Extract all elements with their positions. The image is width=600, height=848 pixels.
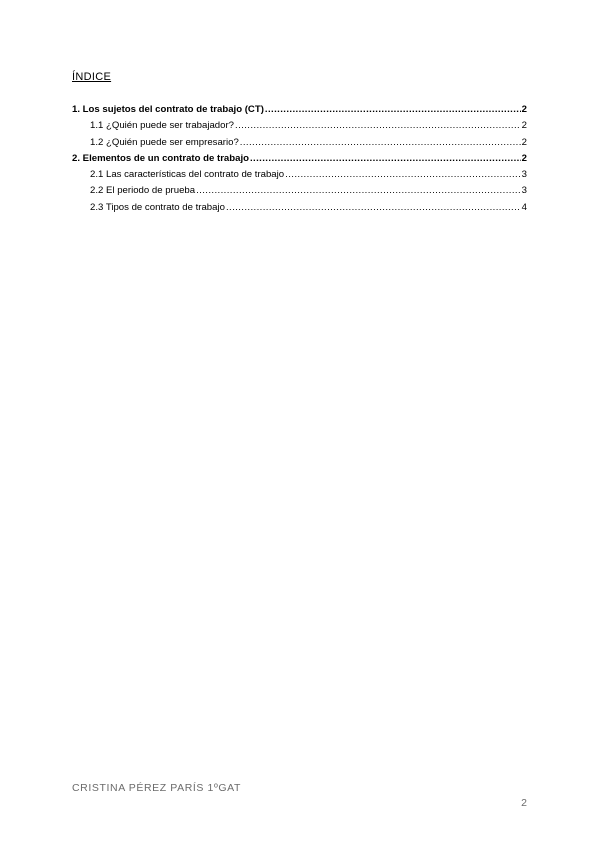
toc-entry[interactable]: [72, 137, 527, 153]
footer-page-number: 2: [521, 797, 527, 809]
toc-entry-title: 1. Los sujetos del contrato de trabajo (CT): [72, 104, 264, 115]
toc-entry-title: 1.1 ¿Quién puede ser trabajador?: [90, 120, 234, 132]
toc-entry-page: 2: [521, 152, 527, 164]
toc-dot-leader: [240, 137, 521, 148]
toc-entry-page: 3: [521, 169, 527, 181]
toc-entry-page: 2: [521, 120, 527, 132]
toc-dot-leader: [226, 202, 521, 213]
toc-entry-page: 2: [521, 104, 527, 115]
toc-entry-title: 2.1 Las características del contrato de trabajo: [90, 169, 285, 181]
table-of-contents: [72, 104, 527, 218]
toc-heading: ÍNDICE: [72, 71, 112, 83]
toc-entry[interactable]: [72, 153, 527, 169]
toc-entry[interactable]: [72, 104, 527, 120]
toc-entry[interactable]: [72, 185, 527, 201]
toc-entry[interactable]: [72, 169, 527, 185]
toc-entry-title: 1.2 ¿Quién puede ser empresario?: [90, 136, 239, 148]
toc-dot-leader: [265, 104, 521, 115]
toc-entry[interactable]: [72, 120, 527, 136]
toc-dot-leader: [196, 185, 521, 196]
toc-entry-page: 2: [521, 136, 527, 148]
footer-author: CRISTINA PÉREZ PARÍS 1ºGAT: [72, 782, 241, 794]
toc-dot-leader: [235, 120, 521, 131]
toc-dot-leader: [285, 169, 521, 180]
toc-entry-page: 4: [521, 201, 527, 213]
toc-entry-title: 2.2 El periodo de prueba: [90, 185, 196, 197]
toc-entry-page: 3: [521, 185, 527, 197]
toc-entry[interactable]: [72, 202, 527, 218]
toc-dot-leader: [250, 153, 521, 164]
toc-entry-title: 2.3 Tipos de contrato de trabajo: [90, 201, 225, 213]
toc-entry-title: 2. Elementos de un contrato de trabajo: [72, 152, 249, 164]
